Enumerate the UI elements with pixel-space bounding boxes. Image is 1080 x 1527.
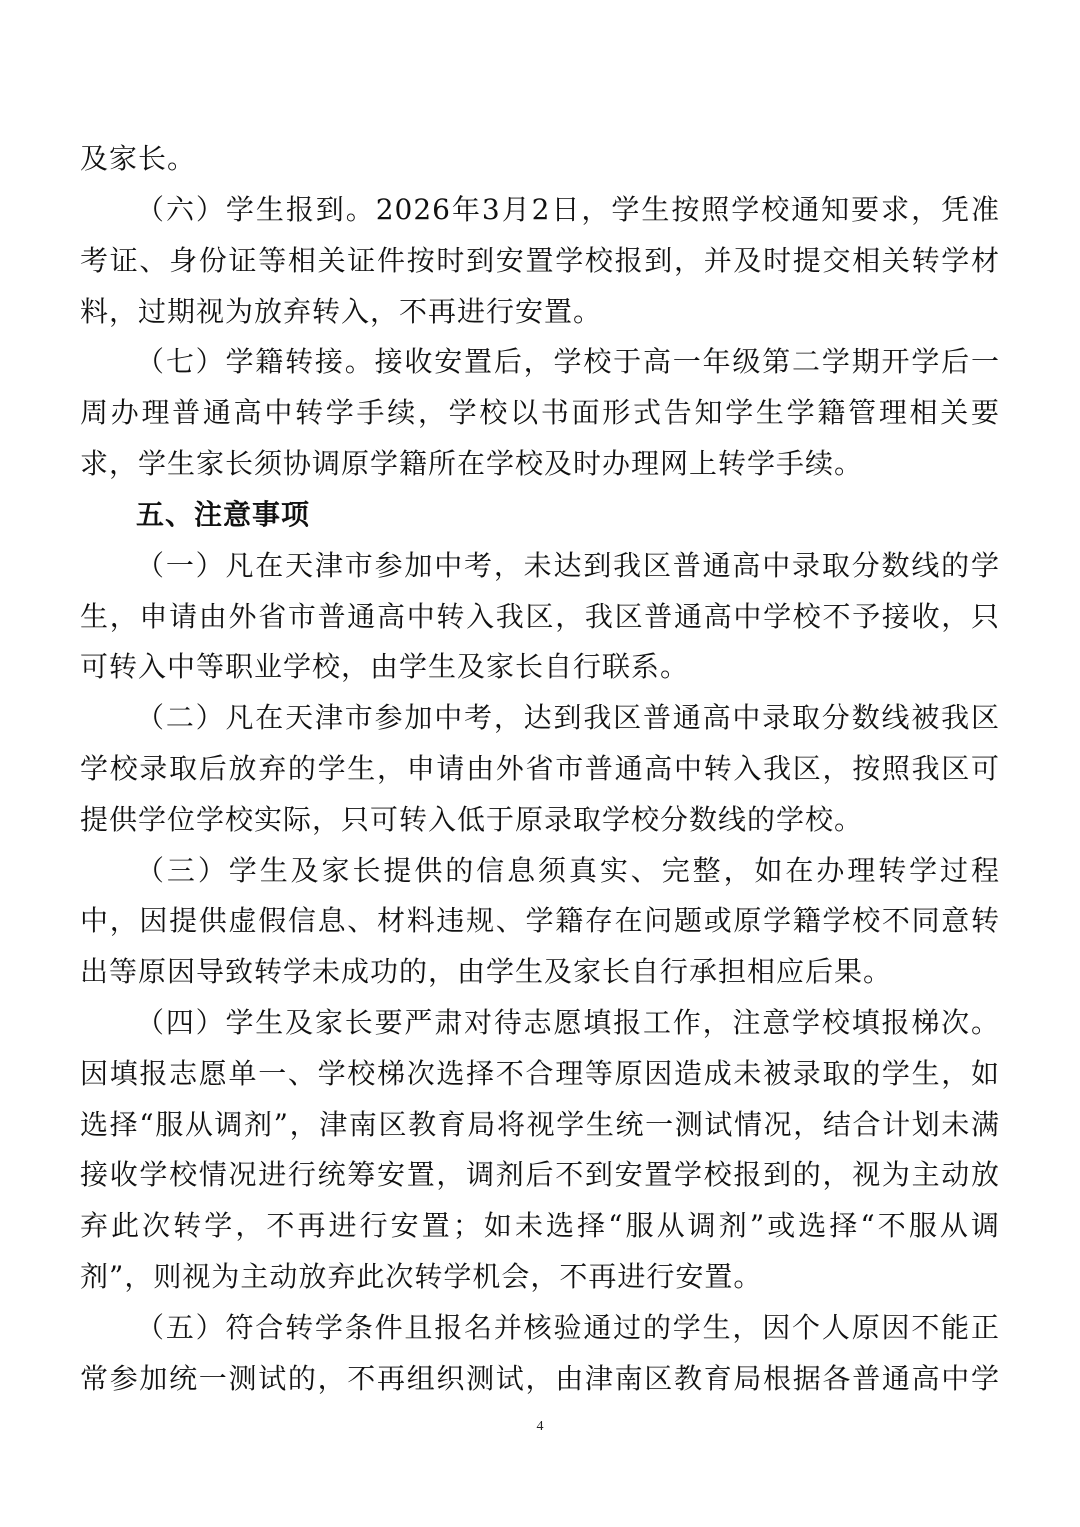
text-line-12: （二）凡在天津市参加中考，达到我区普通高中录取分数线被我区	[136, 701, 1000, 734]
text-line-23: 剂”，则视为主动放弃此次转学机会，不再进行安置。	[80, 1260, 763, 1293]
text-line-14: 提供学位学校实际，只可转入低于原录取学校分数线的学校。	[80, 803, 864, 836]
text-line-25: 常参加统一测试的，不再组织测试，由津南区教育局根据各普通高中学	[80, 1362, 1000, 1395]
text-line-18: （四）学生及家长要严肃对待志愿填报工作，注意学校填报梯次。	[136, 1006, 1000, 1039]
text-line-1: 及家长。	[80, 142, 197, 175]
text-line-9: （一）凡在天津市参加中考，未达到我区普通高中录取分数线的学	[136, 549, 1000, 582]
section-heading: 五、注意事项	[136, 498, 311, 531]
text-line-22: 弃此次转学，不再进行安置；如未选择“服从调剂”或选择“不服从调	[80, 1209, 1000, 1242]
text-line-4: 料，过期视为放弃转入，不再进行安置。	[80, 295, 603, 328]
text-line-6: 周办理普通高中转学手续，学校以书面形式告知学生学籍管理相关要	[80, 396, 1000, 429]
text-line-11: 可转入中等职业学校，由学生及家长自行联系。	[80, 650, 690, 683]
page-number: 4	[536, 1419, 544, 1434]
text-line-3: 考证、身份证等相关证件按时到安置学校报到，并及时提交相关转学材	[80, 244, 1000, 277]
text-line-5: （七）学籍转接。接收安置后，学校于高一年级第二学期开学后一	[136, 345, 1000, 378]
text-line-13: 学校录取后放弃的学生，申请由外省市普通高中转入我区，按照我区可	[80, 752, 1000, 785]
text-line-21: 接收学校情况进行统筹安置，调剂后不到安置学校报到的，视为主动放	[80, 1158, 1000, 1191]
text-line-10: 生，申请由外省市普通高中转入我区，我区普通高中学校不予接收，只	[80, 600, 1000, 633]
text-line-24: （五）符合转学条件且报名并核验通过的学生，因个人原因不能正	[136, 1311, 1000, 1344]
text-line-16: 中，因提供虚假信息、材料违规、学籍存在问题或原学籍学校不同意转	[80, 904, 1000, 937]
text-line-20: 选择“服从调剂”，津南区教育局将视学生统一测试情况，结合计划未满	[80, 1108, 1000, 1141]
text-line-15: （三）学生及家长提供的信息须真实、完整，如在办理转学过程	[136, 854, 1000, 887]
text-line-7: 求，学生家长须协调原学籍所在学校及时办理网上转学手续。	[80, 447, 864, 480]
text-line-17: 出等原因导致转学未成功的，由学生及家长自行承担相应后果。	[80, 955, 893, 988]
text-line-19: 因填报志愿单一、学校梯次选择不合理等原因造成未被录取的学生，如	[80, 1057, 1000, 1090]
text-line-2: （六）学生报到。2026年3月2日，学生按照学校通知要求，凭准	[136, 193, 1000, 226]
